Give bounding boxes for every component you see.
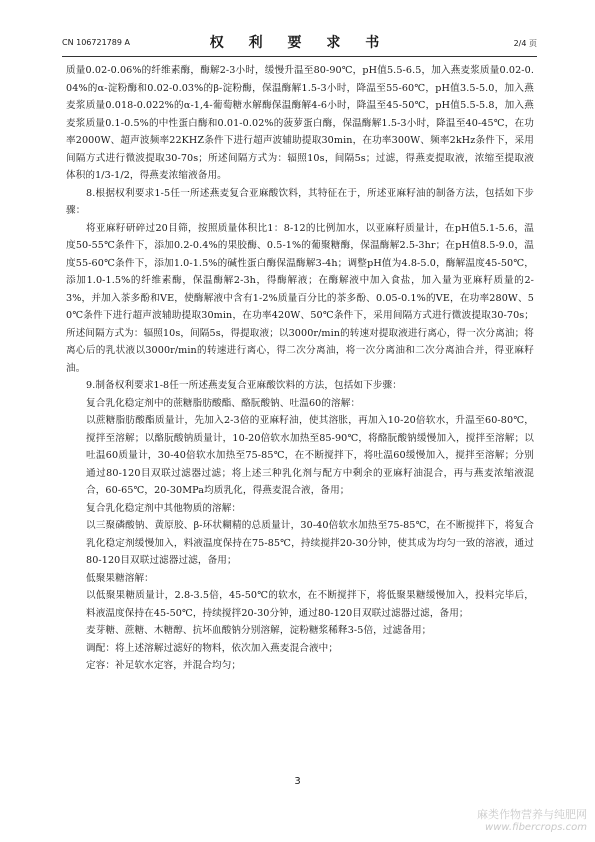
paragraph-sugars: 麦芽糖、蔗糖、木糖醇、抗坏血酸钠分别溶解，淀粉糖浆稀释3-5倍，过滤备用； bbox=[86, 625, 432, 636]
page-header bbox=[62, 32, 537, 54]
watermark bbox=[477, 806, 587, 833]
header-divider bbox=[62, 56, 537, 57]
paragraph-claim-8: 8.根据权利要求1-5任一所述燕麦复合亚麻酸饮料，其特征在于，所述亚麻籽油的制备方法，包括如下步骤： bbox=[66, 187, 534, 216]
patent-number: CN 106721789 A bbox=[62, 38, 130, 47]
claims-body bbox=[66, 62, 534, 675]
document-title: 权 利 要 求 书 bbox=[209, 35, 390, 51]
paragraph-emulsifier-steps: 以蔗糖脂肪酸酯质量计，先加入2-3倍的亚麻籽油，使其溶胀，再加入10-20倍软水，升温至60-80℃，搅拌至溶解；以酪朊酸钠质量计，10-20倍软水加热至85-90℃，将酪朊酸钠缓慢加入，搅拌至溶解；以吐温60质量计，30-40倍软水加热至75-85℃，在不断搅拌下，将吐温60缓慢加入，搅拌至溶解；分别通过80-120目双联过滤器过滤；将上述三种乳化剂与配方中剩余的亚麻籽油混合，再与燕麦浓缩液混合，60-65℃，20-30MPa均质乳化，得燕麦混合液，备用； bbox=[86, 415, 534, 496]
paragraph-other-stabilizer-steps: 以三聚磷酸钠、黄原胶、β-环状糊精的总质量计，30-40倍软水加热至75-85℃，在不断搅拌下，将复合乳化稳定剂缓慢加入，料液温度保持在75-85℃，持续搅拌20-30分钟，使其成为均匀一致的溶液，通过80-120目双联过滤器过滤，备用； bbox=[86, 520, 534, 566]
paragraph-flaxseed-oil-steps: 将亚麻籽研碎过20目筛，按照质量体积比1：8-12的比例加水，以亚麻籽质量计，在pH值5.1-5.6，温度50-55℃条件下，添加0.2-0.4%的果胶酶、0.5-1%的葡聚糖酶，保温酶解2.5-3hr；在pH值8.5-9.0，温度55-60℃条件下，添加1.0-1.5%的碱性蛋白酶保温酶解3-4h；调整pH值为4.8-5.0，酶解温度45-50℃，添加1.0-1.5%的纤维素酶，保温酶解2-3h，得酶解液；在酶解液中加入食盐，加入量为亚麻籽质量的2-3%，并加入茶多酚和VE，使酶解液中含有1-2%质量百分比的茶多酚、0.05-0.1%的VE，在功率280W、50℃条件下进行超声波辅助提取30min，在功率420W、50℃条件下，采用间隔方式进行微波提取30-70s；所述间隔方式为：辐照10s，间隔5s，得提取液；以3000r/min的转速对提取液进行离心，得一次分离油；将离心后的乳状液以3000r/min的转速进行离心，得二次分离油，将一次分离油和二次分离油合并，得亚麻籽油。 bbox=[66, 222, 534, 374]
paragraph-other-stabilizer-heading: 复合乳化稳定剂中其他物质的溶解： bbox=[86, 502, 242, 514]
watermark-url: www.fibercrops.com bbox=[485, 822, 587, 833]
page-of-count: 2/4 页 bbox=[513, 39, 537, 48]
page-number: 3 bbox=[294, 776, 301, 787]
paragraph-enzyme-process: 质量0.02-0.06%的纤维素酶，酶解2-3小时，缓慢升温至80-90℃，pH值5.5-6.5，加入燕麦浆质量0.02-0.04%的α-淀粉酶和0.02-0.03%的β-淀粉酶，保温酶解1.5-3小时，降温至55-60℃，pH值3.5-5.0，加入燕麦浆质量0.018-0.022%的α-1,4-葡萄糖水解酶保温酶解4-6小时，降温至45-50℃，pH值5.5-5.8，加入燕麦浆质量0.1-0.5%的中性蛋白酶和0.01-0.02%的菠萝蛋白酶，保温酶解1.5-3小时，降温至40-45℃，在功率2000W、超声波频率22KHZ条件下进行超声波辅助提取30min，在功率300W、频率2kHz条件下，采用间隔方式进行微波提取30-70s；所述间隔方式为：辐照10s，间隔5s；过滤，得燕麦提取液，浓缩至提取液体积的1/3-1/2，得燕麦浓缩液备用。 bbox=[66, 65, 534, 181]
watermark-site-name: 麻类作物营养与纯肥网 bbox=[477, 808, 587, 821]
paragraph-fos-heading: 低聚果糖溶解： bbox=[86, 572, 154, 584]
paragraph-volume: 定容：补足软水定容，并混合均匀； bbox=[86, 660, 242, 671]
paragraph-blending: 调配：将上述溶解过滤好的物料，依次加入燕麦混合液中； bbox=[86, 642, 339, 654]
paragraph-claim-9: 9.制备权利要求1-8任一所述燕麦复合亚麻酸饮料的方法，包括如下步骤： bbox=[86, 380, 402, 391]
paragraph-fos-steps: 以低聚果糖质量计，2.8-3.5倍，45-50℃的软水，在不断搅拌下，将低聚果糖缓慢加入，投料完毕后，料液温度保持在45-50℃，持续搅拌20-30分钟，通过80-120目双联过滤器过滤，备用； bbox=[86, 590, 534, 619]
paragraph-emulsifier-heading: 复合乳化稳定剂中的蔗糖脂肪酸酯、酪朊酸钠、吐温60的溶解： bbox=[86, 397, 361, 409]
